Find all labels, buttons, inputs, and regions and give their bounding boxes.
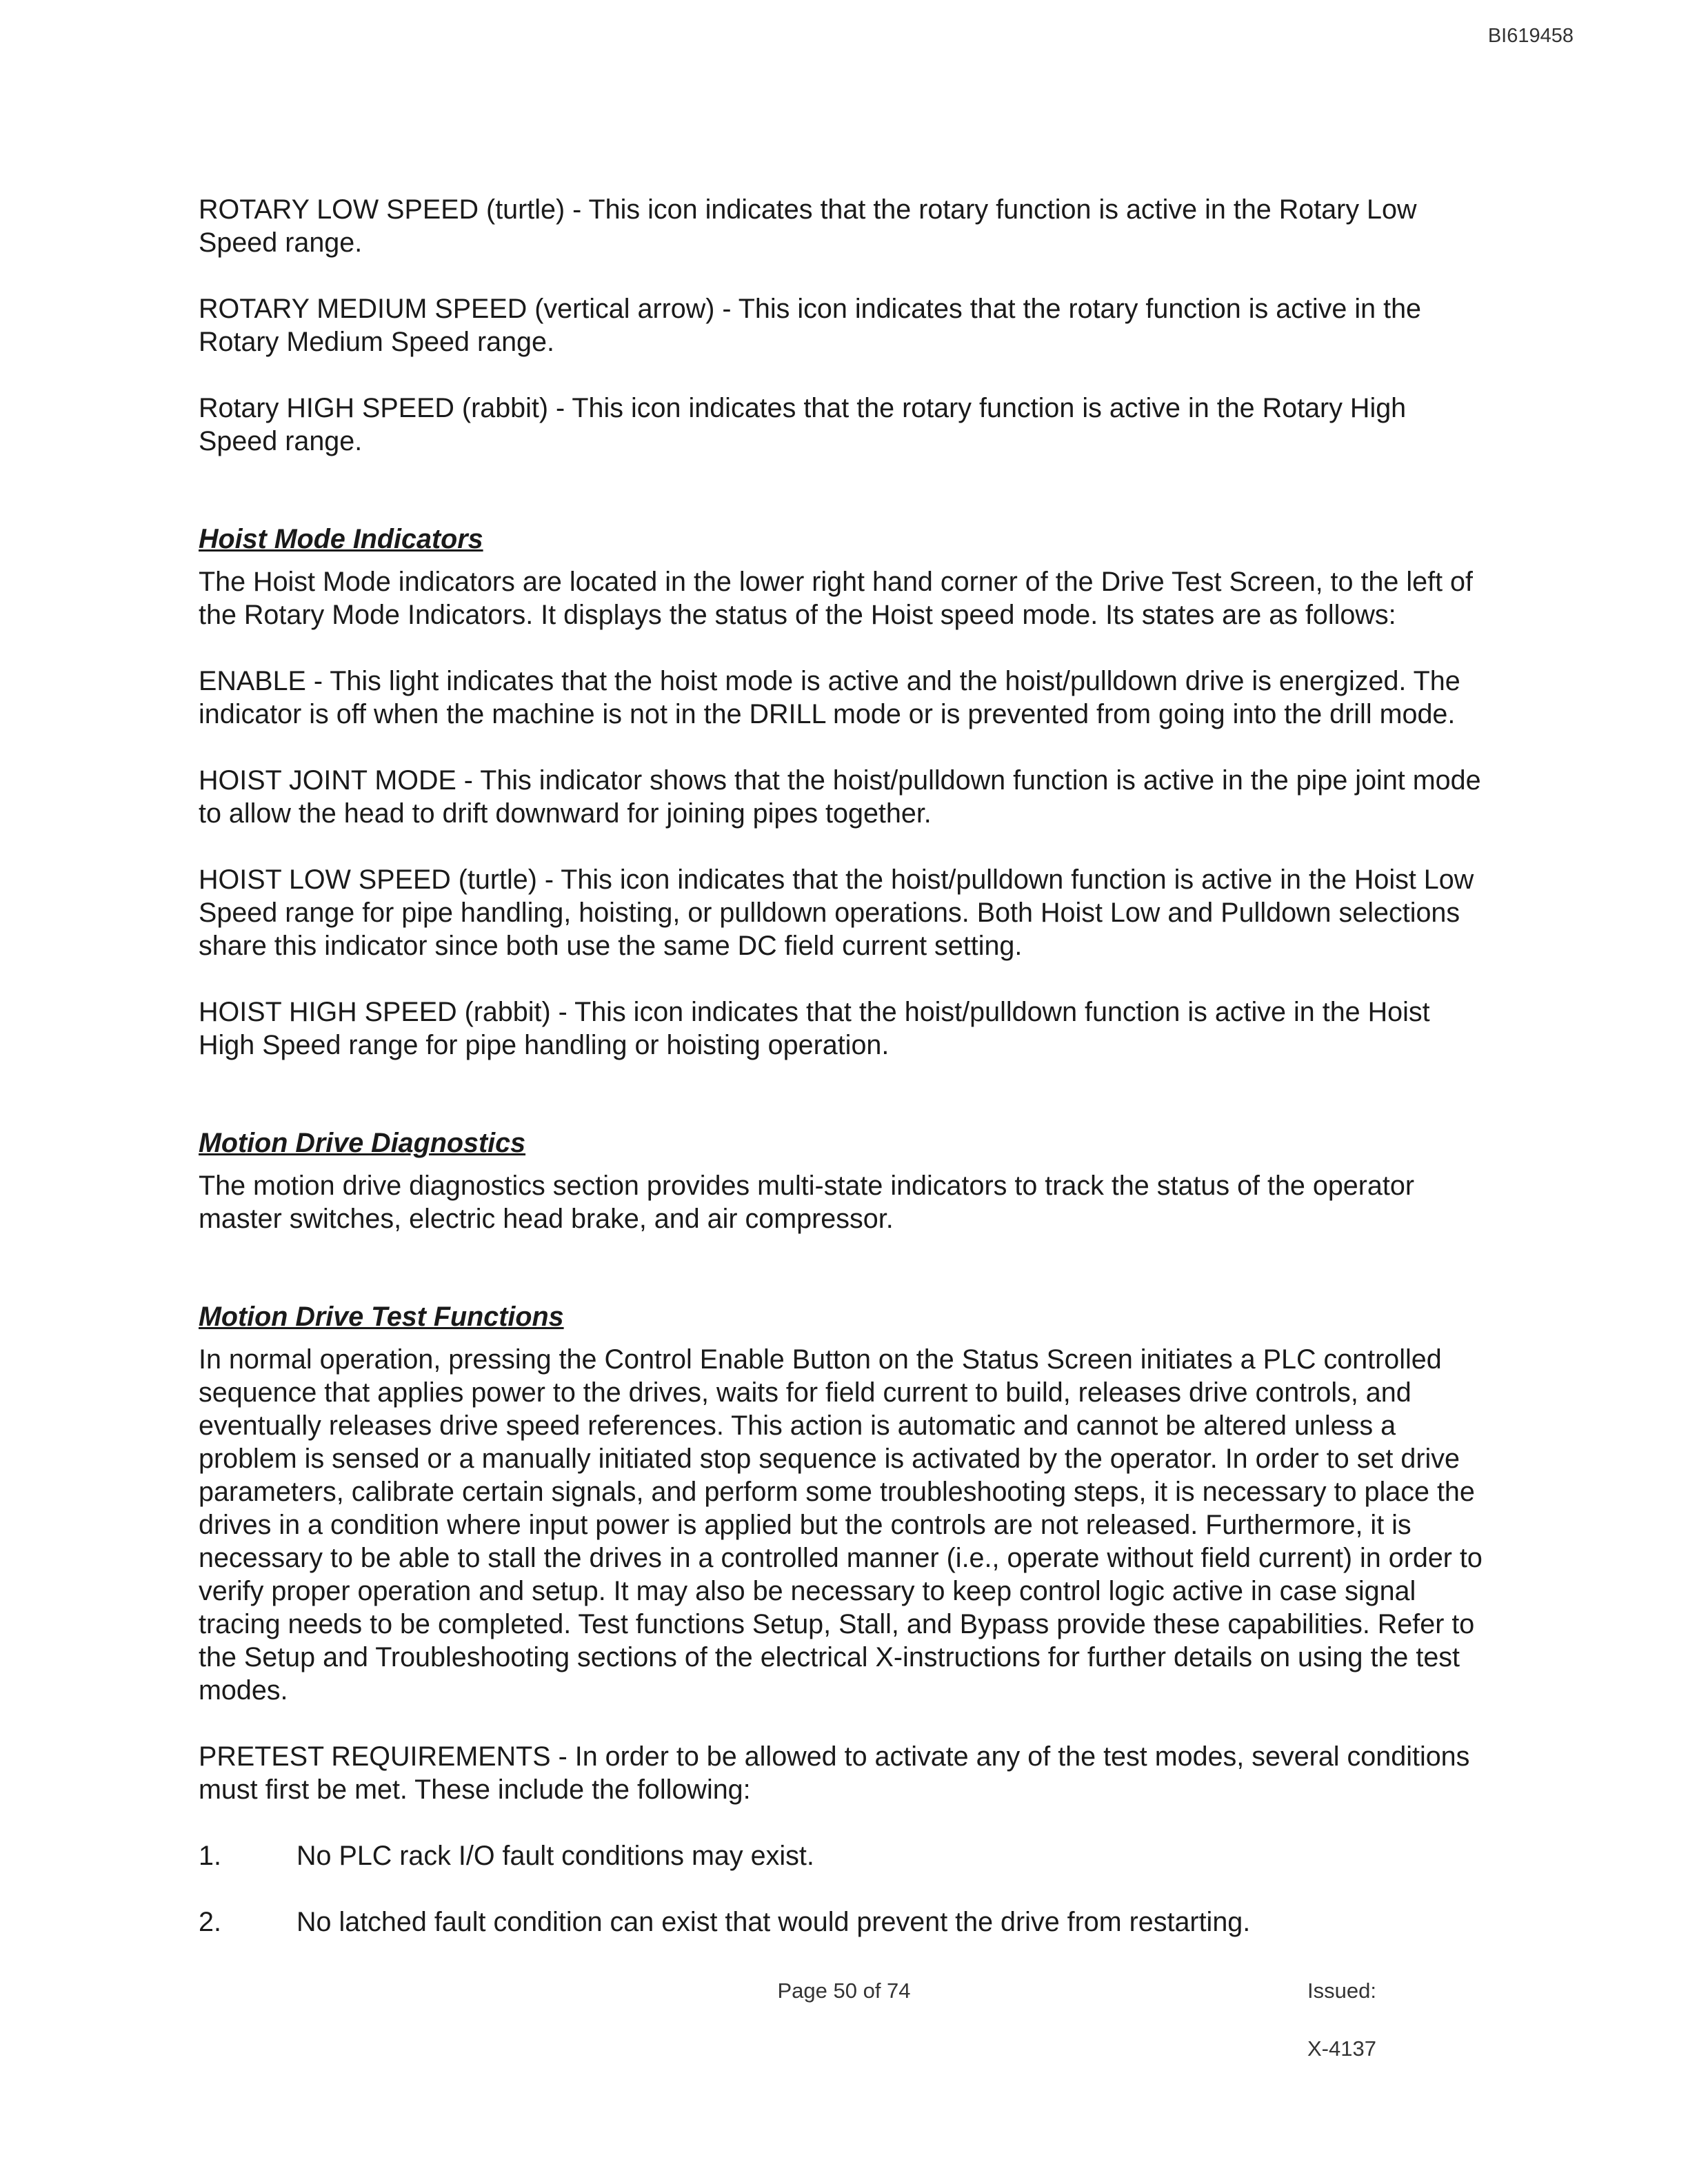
hoist-mode-heading: Hoist Mode Indicators xyxy=(199,524,483,554)
list-item-text: No PLC rack I/O fault conditions may exist. xyxy=(297,1841,814,1871)
hoist-joint-mode-paragraph: HOIST JOINT MODE - This indicator shows that the hoist/pulldown function is active in the pipe joint mode to allow the head to drift downward for joining pipes together. xyxy=(199,765,1481,829)
hoist-enable-paragraph: ENABLE - This light indicates that the hoist mode is active and the hoist/pulldown drive is energized. The indicator is off when the machine is not in the DRILL mode or is prevented from going into the drill mode. xyxy=(199,666,1460,729)
motion-test-heading: Motion Drive Test Functions xyxy=(199,1302,564,1332)
hoist-low-speed-paragraph: HOIST LOW SPEED (turtle) - This icon indicates that the hoist/pulldown function is active in the Hoist Low Speed range for pipe handling, hoisting, or pulldown operations. Both Hoist Low and Pulldown selections share this indicator since both use the same DC field current setting. xyxy=(199,865,1474,961)
motion-diagnostics-paragraph: The motion drive diagnostics section provides multi-state indicators to track the status of the operator master switches, electric head brake, and air compressor. xyxy=(199,1171,1414,1234)
page-body xyxy=(199,193,1488,1972)
pretest-requirements-paragraph: PRETEST REQUIREMENTS - In order to be allowed to activate any of the test modes, several conditions must first be met. These include the following: xyxy=(199,1741,1470,1805)
list-item-text: No latched fault condition can exist that would prevent the drive from restarting. xyxy=(297,1907,1251,1937)
rotary-low-speed-paragraph: ROTARY LOW SPEED (turtle) - This icon indicates that the rotary function is active in the Rotary Low Speed range. xyxy=(199,194,1417,258)
document-id: BI619458 xyxy=(1487,25,1574,47)
motion-diagnostics-heading: Motion Drive Diagnostics xyxy=(199,1128,526,1158)
rotary-medium-speed-paragraph: ROTARY MEDIUM SPEED (vertical arrow) - This icon indicates that the rotary function is active in the Rotary Medium Speed range. xyxy=(199,294,1422,357)
page-number: Page 50 of 74 xyxy=(777,1979,911,2003)
hoist-intro-paragraph: The Hoist Mode indicators are located in the lower right hand corner of the Drive Test Screen, to the left of the Rotary Mode Indicators. It displays the status of the Hoist speed mode. Its states are as follows: xyxy=(199,567,1473,630)
list-item xyxy=(199,1905,1488,1939)
list-item-number: 1. xyxy=(199,1841,221,1871)
motion-test-paragraph: In normal operation, pressing the Control Enable Button on the Status Screen initiates a PLC controlled sequence that applies power to the drives, waits for field current to build, releases drive controls, and eventually releases drive speed references. This action is automatic and cannot be altered unless a problem is sensed or a manually initiated stop sequence is activated by the operator. In order to set drive parameters, calibrate certain signals, and perform some troubleshooting steps, it is necessary to place the drives in a condition where input power is applied but the controls are not released. Furthermore, it is necessary to be able to stall the drives in a controlled manner (i.e., operate without field current) in order to verify proper operation and setup. It may also be necessary to keep control logic active in case signal tracing needs to be completed. Test functions Setup, Stall, and Bypass provide these capabilities. Refer to the Setup and Troubleshooting sections of the electrical X-instructions for further details on using the test modes. xyxy=(199,1344,1483,1706)
hoist-high-speed-paragraph: HOIST HIGH SPEED (rabbit) - This icon indicates that the hoist/pulldown function is active in the Hoist High Speed range for pipe handling or hoisting operation. xyxy=(199,997,1430,1060)
document-number: X-4137 xyxy=(1307,2036,1376,2061)
list-item-number: 2. xyxy=(199,1907,221,1937)
list-item xyxy=(199,1839,1488,1872)
rotary-high-speed-paragraph: Rotary HIGH SPEED (rabbit) - This icon indicates that the rotary function is active in the Rotary High Speed range. xyxy=(199,393,1407,456)
issued-label: Issued: xyxy=(1307,1979,1376,2003)
